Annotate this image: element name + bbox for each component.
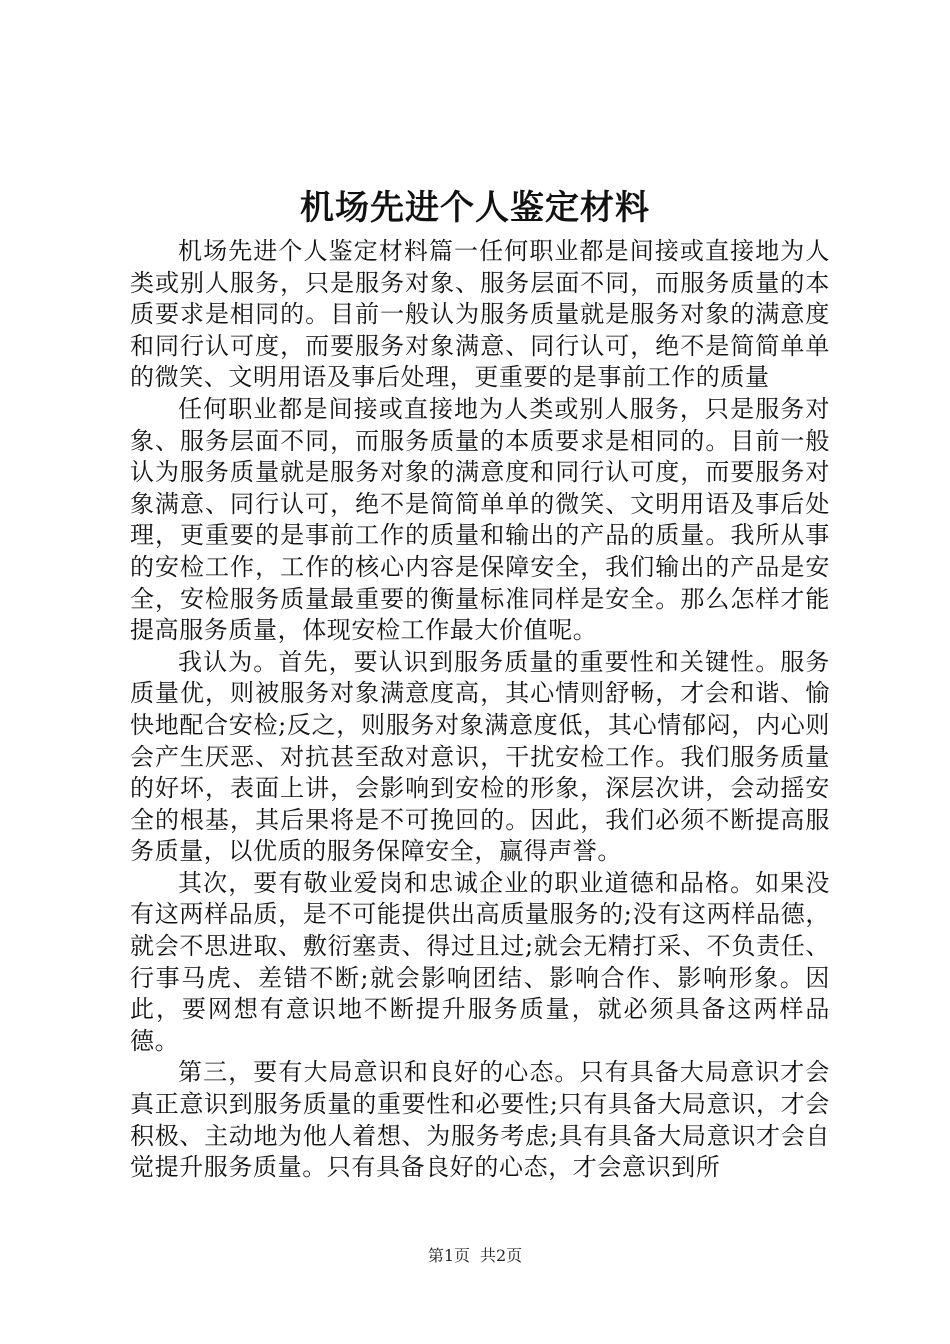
page-total: 共2页 (480, 1246, 523, 1265)
paragraph-5: 第三，要有大局意识和良好的心态。只有具备大局意识才会真正意识到服务质量的重要性和必要性;只有具备大局意识，才会积极、主动地为他人着想、为服务考虑;具有具备大局意识才会自觉提升服务质量。只有具备良好的心态，才会意识到所 (130, 1058, 830, 1182)
paragraph-4: 其次，要有敬业爱岗和忠诚企业的职业道德和品格。如果没有这两样品质，是不可能提供出高质量服务的;没有这两样品德，就会不思进取、敷衍塞责、得过且过;就会无精打采、不负责任、行事马虎、差错不断;就会影响团结、影响合作、影响形象。因此，要网想有意识地不断提升服务质量，就必须具备这两样品德。 (130, 868, 830, 1055)
paragraph-1: 机场先进个人鉴定材料篇一任何职业都是间接或直接地为人类或别人服务，只是服务对象、服务层面不同，而服务质量的本质要求是相同的。目前一般认为服务质量就是服务对象的满意度和同行认可度，而要服务对象满意、同行认可，绝不是简简单单的微笑、文明用语及事后处理，更重要的是事前工作的质量 (130, 237, 830, 392)
paragraph-2: 任何职业都是间接或直接地为人类或别人服务，只是服务对象、服务层面不同，而服务质量的本质要求是相同的。目前一般认为服务质量就是服务对象的满意度和同行认可度，而要服务对象满意、同行认可，绝不是简简单单的微笑、文明用语及事后处理，更重要的是事前工作的质量和输出的产品的质量。我所从事的安检工作，工作的核心内容是保障安全，我们输出的产品是安全，安检服务质量最重要的衡量标准同样是安全。那么怎样才能提高服务质量，体现安检工作最大价值呢。 (130, 394, 830, 645)
paragraph-3: 我认为。首先，要认识到服务质量的重要性和关键性。服务质量优，则被服务对象满意度高，其心情则舒畅，才会和谐、愉快地配合安检;反之，则服务对象满意度低，其心情郁闷，内心则会产生厌恶、对抗甚至敌对意识，干扰安检工作。我们服务质量的好坏，表面上讲，会影响到安检的形象，深层次讲，会动摇安全的根基，其后果将是不可挽回的。因此，我们必须不断提高服务质量，以优质的服务保障安全，赢得声誉。 (130, 647, 830, 866)
document-body (130, 236, 830, 1184)
page-number: 第1页 (427, 1246, 470, 1265)
page-title: 机场先进个人鉴定材料 (300, 188, 650, 228)
page-footer (0, 1244, 950, 1268)
